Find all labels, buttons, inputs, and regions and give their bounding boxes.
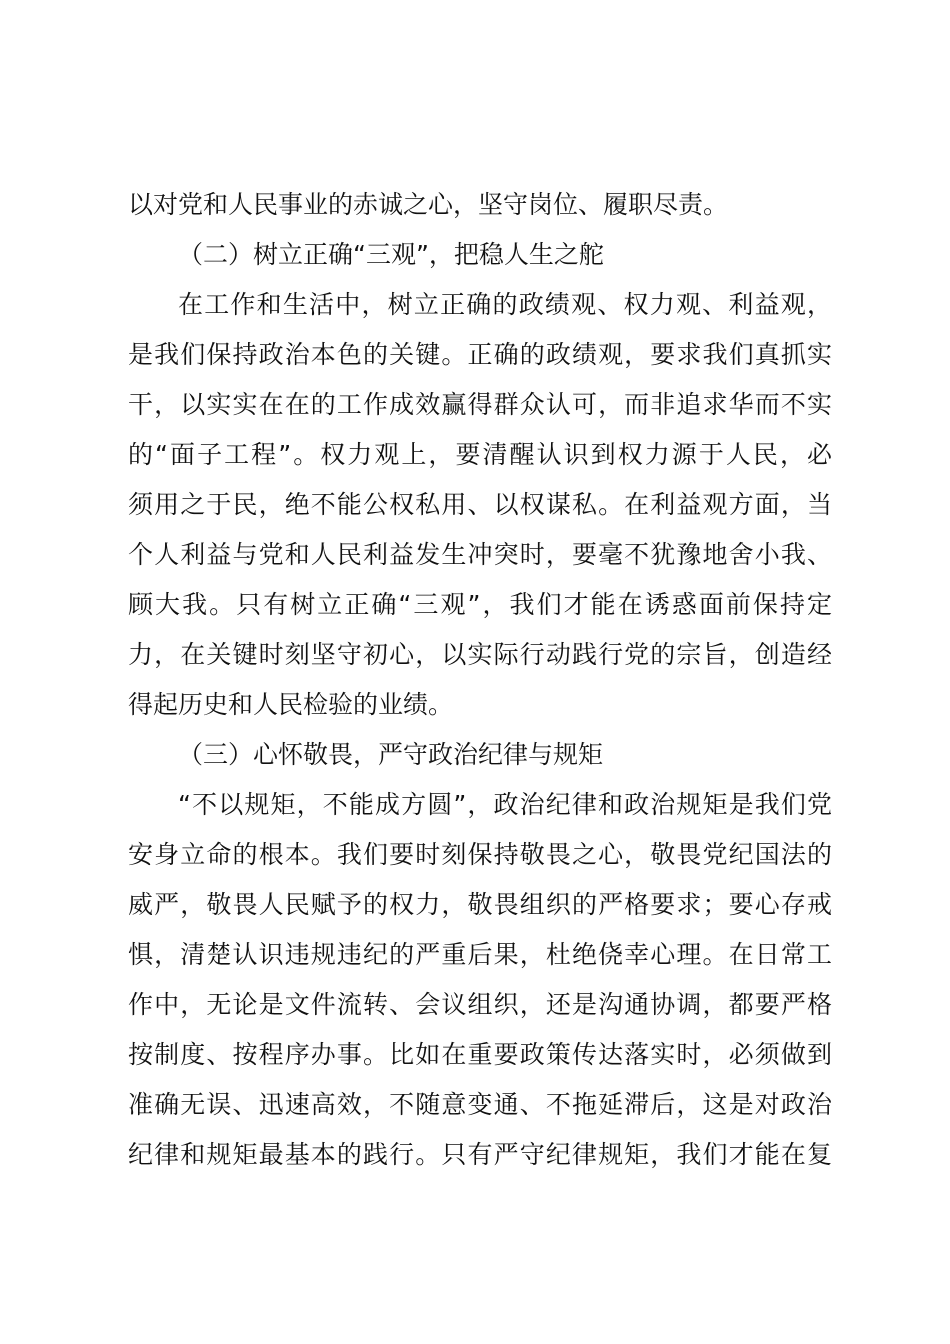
body-text-line: 威严，敬畏人民赋予的权力，敬畏组织的严格要求；要心存戒 [128,890,832,919]
body-text-line: 顾大我。只有树立正确“三观”，我们才能在诱惑面前保持定 [128,590,832,619]
body-text-line: 准确无误、迅速高效，不随意变通、不拖延滞后，这是对政治 [128,1090,832,1119]
body-text-line: 干，以实实在在的工作成效赢得群众认可，而非追求华而不实 [128,390,832,419]
body-text-line: 个人利益与党和人民利益发生冲突时，要毫不犹豫地舍小我、 [128,540,832,569]
body-text-line: 须用之于民，绝不能公权私用、以权谋私。在利益观方面，当 [128,490,832,519]
body-text-line: 以对党和人民事业的赤诚之心，坚守岗位、履职尽责。 [128,190,729,219]
section-heading-3: （三）心怀敬畏，严守政治纪律与规矩 [178,740,604,769]
body-text-line: 安身立命的根本。我们要时刻保持敬畏之心，敬畏党纪国法的 [128,840,832,869]
body-text-line: 按制度、按程序办事。比如在重要政策传达落实时，必须做到 [128,1040,832,1069]
body-text-line: 在工作和生活中，树立正确的政绩观、权力观、利益观， [178,290,832,319]
section-heading-2: （二）树立正确“三观”，把稳人生之舵 [178,240,604,269]
body-text-line: 作中，无论是文件流转、会议组织，还是沟通协调，都要严格 [128,990,832,1019]
body-text-line: 纪律和规矩最基本的践行。只有严守纪律规矩，我们才能在复 [128,1140,832,1169]
body-text-line: 的“面子工程”。权力观上，要清醒认识到权力源于人民，必 [128,440,832,469]
body-text-line: “不以规矩，不能成方圆”，政治纪律和政治规矩是我们党 [178,790,832,819]
body-text-line: 力，在关键时刻坚守初心，以实际行动践行党的宗旨，创造经 [128,640,832,669]
body-text-line: 是我们保持政治本色的关键。正确的政绩观，要求我们真抓实 [128,340,832,369]
body-text-line: 得起历史和人民检验的业绩。 [128,690,454,719]
body-text-line: 惧，清楚认识违规违纪的严重后果，杜绝侥幸心理。在日常工 [128,940,832,969]
